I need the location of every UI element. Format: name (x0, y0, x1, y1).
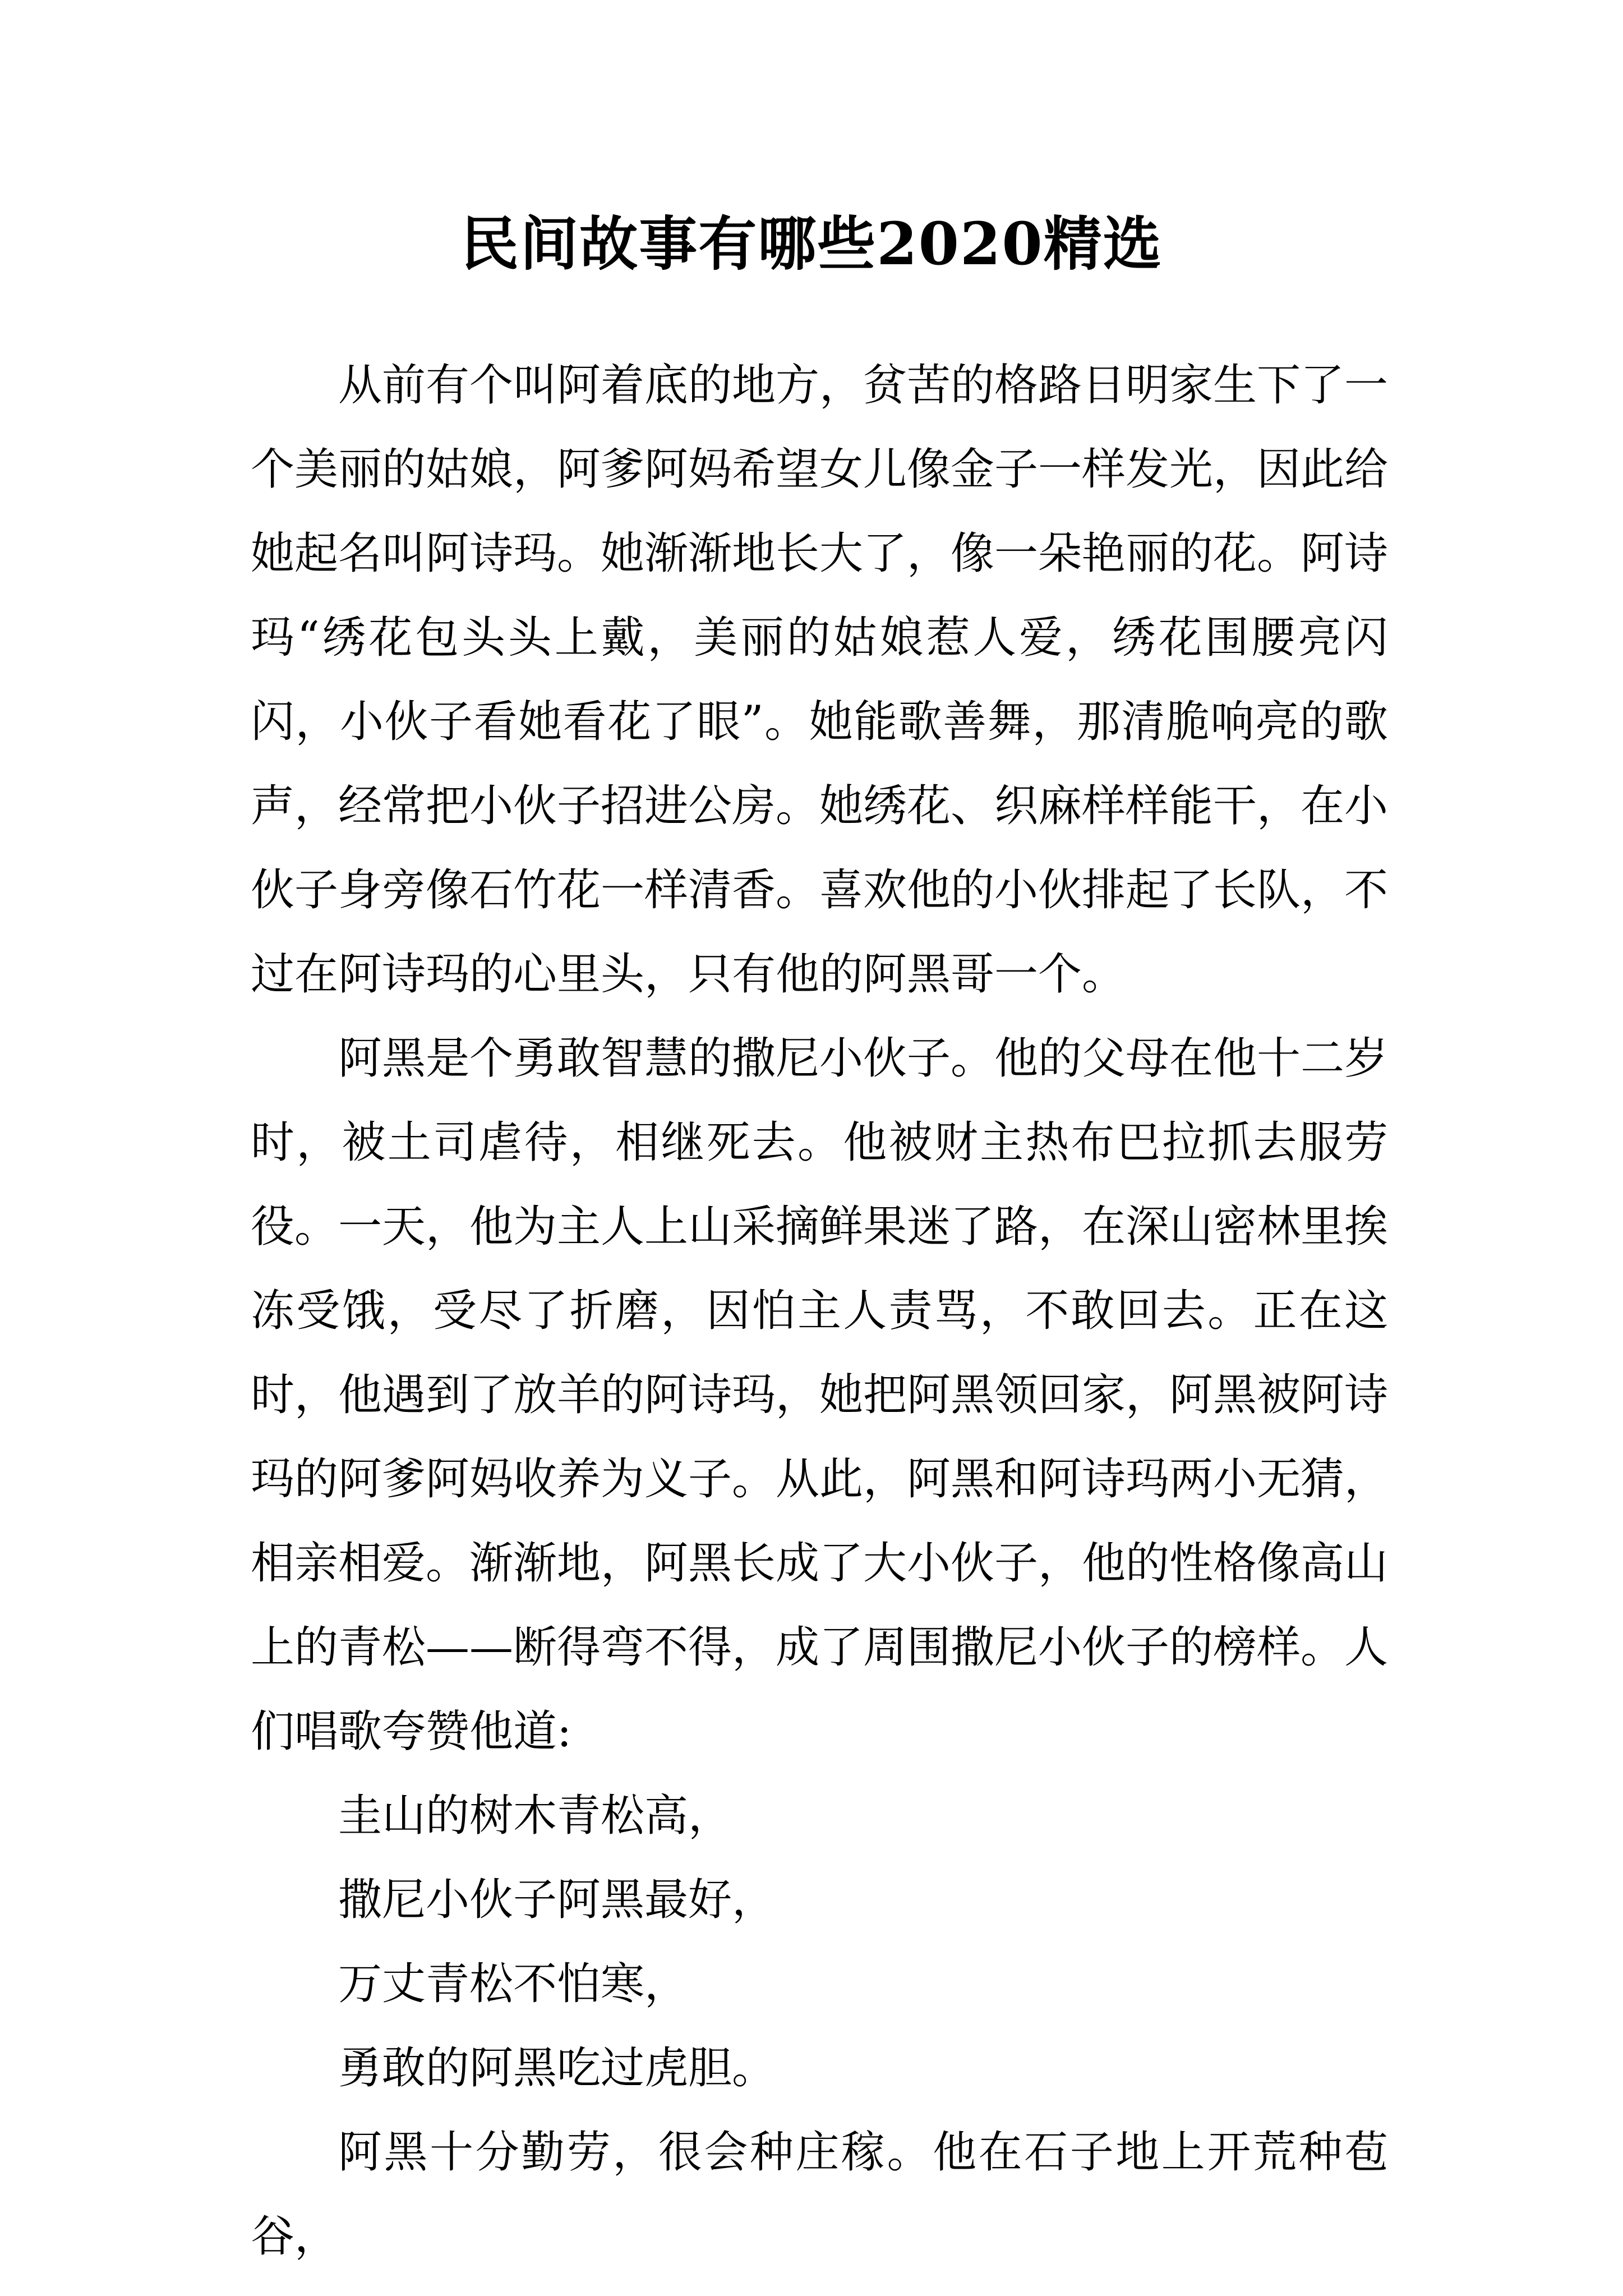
paragraph-ashima: 从前有个叫阿着底的地方，贫苦的格路日明家生下了一个美丽的姑娘，阿爹阿妈希望女儿像金子一样发光，因此给她起名叫阿诗玛。她渐渐地长大了，像一朵艳丽的花。阿诗玛“绣花包头头上戴，美丽的姑娘惹人爱，绣花围腰亮闪闪，小伙子看她看花了眼”。她能歌善舞，那清脆响亮的歌声，经常把小伙子招进公房。她绣花、织麻样样能干，在小伙子身旁像石竹花一样清香。喜欢他的小伙排起了长队，不过在阿诗玛的心里头，只有他的阿黑哥一个。 (251, 360, 1389, 1000)
paragraph-closing: 阿黑十分勤劳，很会种庄稼。他在石子地上开荒种苞谷， (251, 2127, 1388, 2262)
verse-line: 勇敢的阿黑吃过虎胆。 (338, 2043, 776, 2093)
document-body (251, 343, 1388, 2279)
document-title: 民间故事有哪些2020精选 (460, 209, 1163, 278)
paragraph-ahei: 阿黑是个勇敢智慧的撒尼小伙子。他的父母在他十二岁时，被土司虐待，相继死去。他被财主热布巴拉抓去服劳役。一天，他为主人上山采摘鲜果迷了路，在深山密林里挨冻受饿，受尽了折磨，因怕主人责骂，不敢回去。正在这时，他遇到了放羊的阿诗玛，她把阿黑领回家，阿黑被阿诗玛的阿爹阿妈收养为义子。从此，阿黑和阿诗玛两小无猜，相亲相爱。渐渐地，阿黑长成了大小伙子，他的性格像高山上的青松——断得弯不得，成了周围撒尼小伙子的榜样。人们唱歌夸赞他道: (251, 1033, 1389, 1757)
verse-line: 万丈青松不怕寒， (338, 1959, 689, 2009)
verse-line: 圭山的树木青松高， (338, 1791, 732, 1841)
verse-line: 撒尼小伙子阿黑最好， (338, 1875, 776, 1925)
